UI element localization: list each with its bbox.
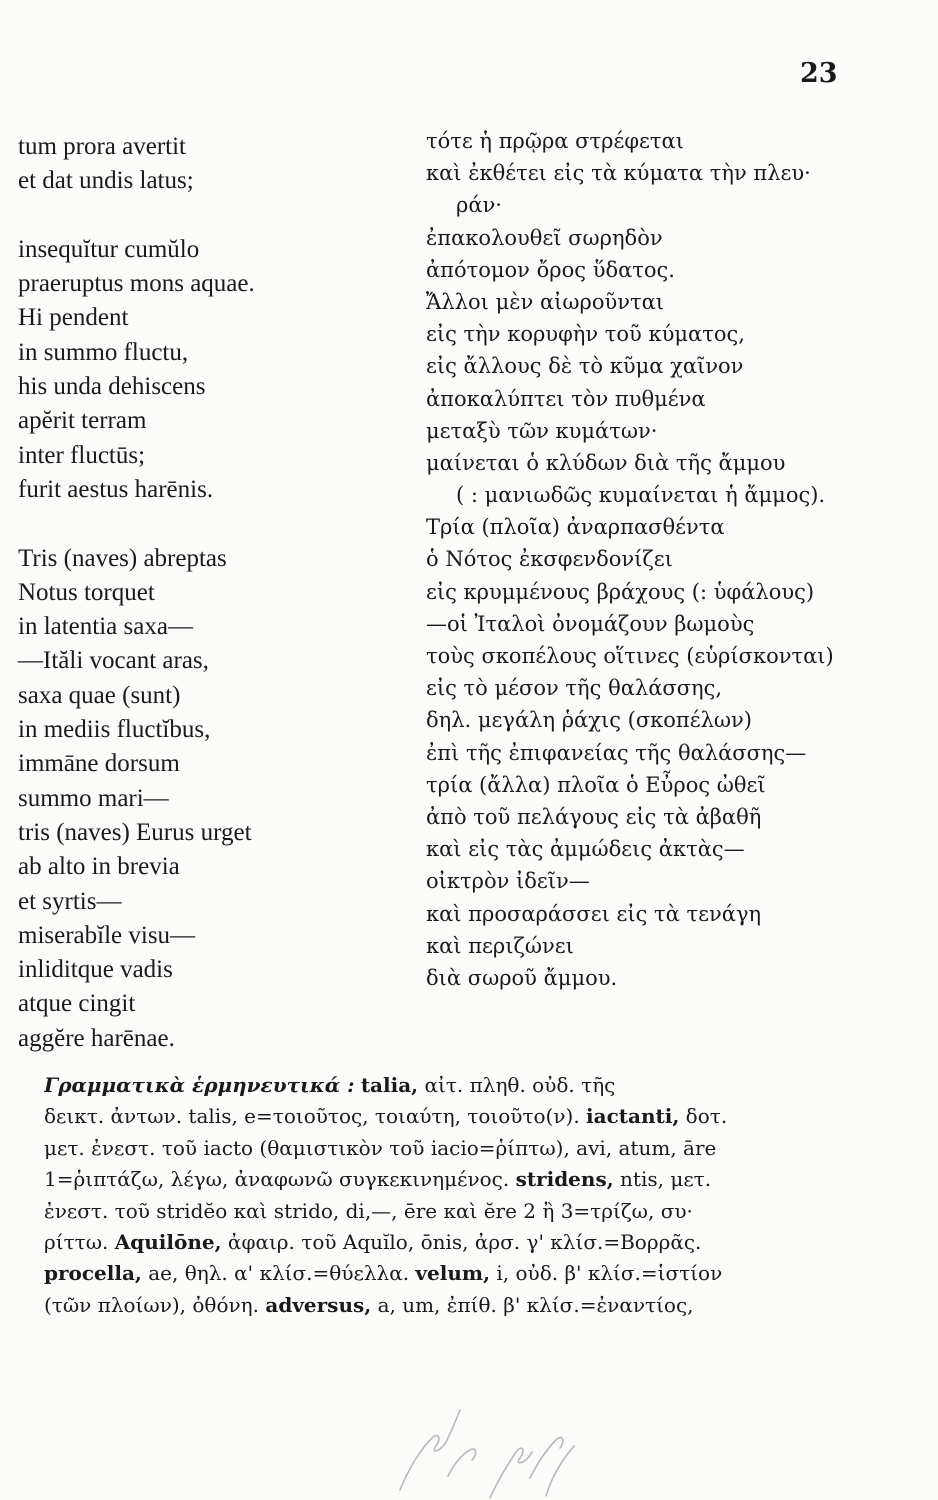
- greek-line: τρία (ἄλλα) πλοῖα ὁ Εὖρος ὠθεῖ: [426, 772, 766, 797]
- term-iactanti: iactanti,: [586, 1104, 680, 1129]
- greek-line: οἰκτρὸν ἰδεῖν—: [426, 869, 590, 894]
- latin-line: furit aestus harēnis.: [18, 475, 214, 503]
- pencil-handwriting-note: [380, 1380, 590, 1500]
- grammar-line: μετ. ἐνεστ. τοῦ iacto (θαμιστικὸν τοῦ iacio=ῥίπτω), avi, atum, āre: [44, 1135, 717, 1160]
- latin-line: atque cingit: [18, 990, 136, 1018]
- greek-line: διὰ σωροῦ ἄμμου.: [426, 965, 618, 990]
- grammar-line: (τῶν πλοίων), ὀθόνη. adversus, a, um, ἐπίθ. β' κλίσ.=ἐναντίος,: [44, 1292, 694, 1317]
- latin-line: praeruptus mons aquae.: [18, 270, 255, 298]
- latin-line: summo mari—: [18, 784, 169, 812]
- latin-line: Notus torquet: [18, 578, 155, 606]
- greek-line: ράν·: [456, 193, 502, 218]
- term-procella: procella,: [44, 1261, 142, 1286]
- greek-line: Τρία (πλοῖα) ἀναρπασθέντα: [426, 515, 725, 540]
- greek-line: καὶ προσαράσσει εἰς τὰ τενάγη: [426, 901, 762, 926]
- greek-line: μεταξὺ τῶν κυμάτων·: [426, 418, 658, 443]
- greek-line: δηλ. μεγάλη ῥάχις (σκοπέλων): [426, 708, 753, 733]
- latin-line: in summo fluctu,: [18, 338, 189, 366]
- grammar-line: ρίττω. Aquilōne, ἀφαιρ. τοῦ Aquĭlo, ōnis, ἀρσ. γ' κλίσ.=Βορρᾶς.: [44, 1229, 702, 1254]
- greek-line: ἀπότομον ὄρος ὕδατος.: [426, 257, 675, 282]
- grammar-line: 1=ῥιπτάζω, λέγω, ἀναφωνῶ συγκεκινημένος. stridens, ntis, μετ.: [44, 1167, 712, 1192]
- greek-line: Ἄλλοι μὲν αἰωροῦνται: [426, 289, 665, 314]
- term-stridens: stridens,: [515, 1167, 614, 1192]
- term-talia: talia,: [360, 1073, 419, 1097]
- latin-text-column: [18, 130, 398, 1056]
- latin-line: tris (naves) Eurus urget: [18, 818, 252, 846]
- latin-line: et syrtis—: [18, 887, 122, 915]
- latin-line: aggĕre harēnae.: [18, 1024, 175, 1052]
- greek-line: —οἱ Ἰταλοὶ ὀνομάζουν βωμοὺς: [426, 611, 755, 636]
- latin-line: inter fluctūs;: [18, 441, 146, 469]
- greek-line: τότε ἡ πρῷρα στρέφεται: [426, 129, 684, 153]
- grammar-heading: Γραμματικὰ ἑρμηνευτικά :: [44, 1073, 355, 1097]
- latin-line: in latentia saxa—: [18, 613, 193, 641]
- stanza-gap: [18, 199, 398, 233]
- greek-line: καὶ ἐκθέτει εἰς τὰ κύματα τὴν πλευ·: [426, 161, 811, 186]
- term-aquilone: Aquilōne,: [114, 1229, 222, 1254]
- latin-line: ab alto in brevia: [18, 853, 180, 881]
- greek-line: εἰς ἄλλους δὲ τὸ κῦμα χαῖνον: [426, 354, 744, 379]
- greek-line: ὁ Νότος ἐκσφενδονίζει: [426, 547, 673, 572]
- latin-line: immāne dorsum: [18, 750, 180, 778]
- greek-line: ἐπὶ τῆς ἐπιφανείας τῆς θαλάσσης—: [426, 740, 807, 765]
- latin-line: saxa quae (sunt): [18, 681, 181, 709]
- latin-line: miserabĭle visu—: [18, 921, 196, 949]
- greek-translation-column: [426, 125, 896, 994]
- grammar-line: δεικτ. ἀντων. talis, e=τοιοῦτος, τοιαύτη, τοιοῦτο(ν). iactanti, δοτ.: [44, 1104, 728, 1129]
- grammar-notes: [44, 1070, 866, 1321]
- latin-line: Tris (naves) abreptas: [18, 544, 227, 572]
- greek-line: μαίνεται ὁ κλύδων διὰ τῆς ἄμμου: [426, 450, 786, 475]
- greek-line: καὶ περιζώνει: [426, 933, 574, 958]
- greek-line: ἐπακολουθεῖ σωρηδὸν: [426, 225, 663, 250]
- latin-line: inliditque vadis: [18, 956, 173, 984]
- grammar-line: procella, ae, θηλ. α' κλίσ.=θύελλα. velum, i, οὐδ. β' κλίσ.=ἱστίον: [44, 1261, 723, 1286]
- latin-line: insequĭtur cumŭlo: [18, 235, 200, 263]
- greek-line: εἰς κρυμμένους βράχους (: ὑφάλους): [426, 579, 815, 604]
- greek-line: τοὺς σκοπέλους οἵτινες (εὑρίσκονται): [426, 644, 834, 668]
- greek-line: ἀπὸ τοῦ πελάγους εἰς τὰ ἀβαθῆ: [426, 804, 762, 829]
- latin-line: apĕrit terram: [18, 407, 147, 435]
- greek-line: ἀποκαλύπτει τὸν πυθμένα: [426, 386, 706, 411]
- page-number: 23: [800, 58, 838, 89]
- latin-line: Hi pendent: [18, 304, 129, 332]
- latin-line: in mediis fluctĭbus,: [18, 716, 211, 744]
- term-velum: velum,: [415, 1261, 491, 1286]
- greek-line: ( : μανιωδῶς κυμαίνεται ἡ ἄμμος).: [456, 483, 826, 508]
- latin-line: tum prora avertit: [18, 133, 186, 160]
- latin-line: —Ităli vocant aras,: [18, 647, 209, 675]
- grammar-line: ἐνεστ. τοῦ stridĕo καὶ strido, di,—, ēre καὶ ĕre 2 ἢ 3=τρίζω, συ·: [44, 1198, 693, 1223]
- latin-line: his unda dehiscens: [18, 373, 206, 401]
- greek-line: καὶ εἰς τὰς ἀμμώδεις ἀκτὰς—: [426, 837, 745, 862]
- greek-line: εἰς τὸ μέσον τῆς θαλάσσης,: [426, 676, 723, 701]
- stanza-gap: [18, 507, 398, 541]
- term-adversus: adversus,: [265, 1292, 372, 1317]
- grammar-line: Γραμματικὰ ἑρμηνευτικά : talia, αἰτ. πληθ. οὐδ. τῆς: [44, 1073, 616, 1097]
- greek-line: εἰς τὴν κορυφὴν τοῦ κύματος,: [426, 322, 745, 347]
- latin-line: et dat undis latus;: [18, 167, 194, 195]
